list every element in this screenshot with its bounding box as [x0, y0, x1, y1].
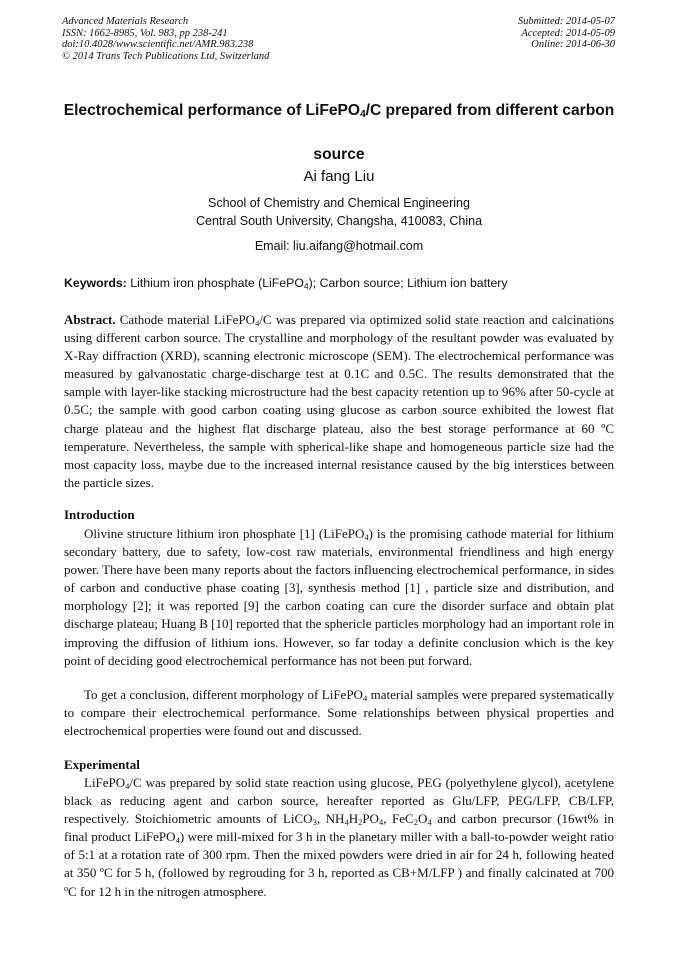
- exp-text-7: O: [417, 811, 428, 827]
- exp-sub-6: 2: [413, 817, 418, 828]
- keywords-text-2: ); Carbon source; Lithium ion battery: [308, 276, 508, 290]
- exp-sub-4: 2: [358, 817, 363, 828]
- dates-header: [518, 16, 615, 51]
- keywords-subscript: 4: [303, 281, 309, 291]
- paper-title: [40, 89, 638, 177]
- exp-text-6: , FeC: [383, 811, 414, 827]
- issn: ISSN: 1662-8985, Vol. 983, pp 238-241: [62, 27, 228, 39]
- exp-text-3: , NH: [316, 811, 345, 827]
- abstract: [64, 311, 614, 492]
- abstract-text-1: Cathode material LiFePO: [115, 312, 256, 327]
- exp-text-8: and carbon precursor (16wt% in final product LiFePO: [64, 811, 615, 845]
- author-email[interactable]: Email: liu.aifang@hotmail.com: [254, 239, 424, 253]
- journal-name: Advanced Materials Research: [62, 16, 189, 27]
- title-text-2: /C prepared from different carbon source: [313, 102, 615, 163]
- abstract-subscript: 4: [255, 318, 260, 328]
- online-date: Online: 2014-06-30: [531, 39, 615, 51]
- exp-sub-8: 4: [175, 835, 180, 846]
- abstract-text-2: /C was prepared via optimized solid state reaction and calcinations using different carbon source. The crystalline and morphology of the resultant powder was evaluated by X-Ray diffraction (XRD), scanning electronic microscope (SEM). The electrochemical performance was measured by galvanostatic charge-discharge test at 0.1C and 0.5C. The results demonstrated that the sample with layer-like stacking microstructure had the best capacity retention up to 96% after 50-cycle at 0.5C; the sample with good carbon coating using glucose as carbon source exhibited the lowest flat charge plateau and the highest flat discharge plateau, also the best storage performance at 60 ºC temperature. Nevertheless, the sample with spherical-like shape and homogeneous particle size had the most capacity loss, maybe due to the increased internal resistance caused by the big interstices between the particle sizes.: [64, 312, 614, 490]
- exp-sub-2: 3: [312, 817, 317, 828]
- intro-p1-text-b: ) is the promising cathode material for lithium secondary battery, due to safety, low-cost raw materials, environmental friendliness and high energy power. There have been many reports about the factors influencing electrochemical performance, in sides of carbon and conductive phase coating [3], synthesis method [1] , particle size and distribution, and morphology [2]; it was reported [9] the carbon coating can cure the disorder surface and obtain plat discharge plateau; Huang B [10] reported that the sphericle particles morphology had an important role in improving the diffusion of lithium ions. However, so far today a definite conclusion which is the key point of deciding good electrochemical performance has not been put forward.: [64, 526, 614, 668]
- intro-p2-text-a: To get a conclusion, different morphology of LiFePO: [84, 687, 363, 702]
- author-name: Ai fang Liu: [303, 168, 375, 185]
- experimental-paragraph: [64, 774, 614, 901]
- exp-sub-7: 4: [427, 817, 432, 828]
- introduction-paragraph-1: [64, 525, 614, 670]
- doi[interactable]: doi:10.4028/www.scientific.net/AMR.983.238: [62, 39, 254, 51]
- exp-text-9: ) were mill-mixed for 3 h in the planetary miller with a ball-to-powder weight ratio of 5:1 at a rotation rate of 300 rpm. Then the mixed powders were dried in air for 24 h, following heated at 350 ºC for 5 h, (followed by regrouding for 3 h, reported as CB+M/LFP ) and finally calcinated at 700 ºC for 12 h in the nitrogen atmosphere.: [64, 829, 614, 899]
- introduction-paragraph-2: [64, 686, 614, 740]
- submitted-date: Submitted: 2014-05-07: [517, 16, 615, 27]
- intro-p1-text-a: Olivine structure lithium iron phosphate [1] (LiFePO: [84, 526, 365, 541]
- exp-text-2: /C was prepared by solid state reaction using glucose, PEG (polyethylene glycol), acetylene black as reducing agent and carbon source, hereafter reported as Glu/LFP, PEG/LFP, CB/LFP, respectively. Stoichiometric amounts of LiCO: [64, 775, 614, 827]
- keywords-label: Keywords:: [64, 276, 127, 290]
- affiliation-line-2: Central South University, Changsha, 410083, China: [195, 214, 483, 228]
- exp-text-1: LiFePO: [84, 775, 126, 790]
- experimental-heading: Experimental: [64, 757, 140, 772]
- title-subscript: 4: [360, 109, 366, 120]
- intro-p2-subscript: 4: [362, 693, 368, 703]
- journal-header: [62, 16, 269, 62]
- exp-text-4: H: [348, 811, 359, 827]
- accepted-date: Accepted: 2014-05-09: [521, 27, 615, 39]
- title-text-1: Electrochemical performance of LiFePO: [63, 102, 361, 119]
- keywords-text-1: Lithium iron phosphate (LiFePO: [126, 276, 304, 290]
- intro-p1-subscript: 4: [364, 532, 369, 542]
- exp-text-5: PO: [362, 811, 379, 827]
- affiliation-line-1: School of Chemistry and Chemical Engineering: [208, 196, 470, 210]
- introduction-heading: Introduction: [64, 507, 135, 522]
- copyright: © 2014 Trans Tech Publications Ltd, Switzerland: [62, 50, 270, 62]
- exp-sub-3: 4: [344, 817, 349, 828]
- keywords: [64, 276, 619, 290]
- intro-p2-text-b: material samples were prepared systematically to compare their electrochemical performance. Some relationships between physical properties and electrochemical properties were found out and discussed.: [64, 687, 614, 739]
- exp-sub-1: 4: [125, 781, 130, 791]
- abstract-label: Abstract.: [64, 312, 116, 327]
- exp-sub-5: 4: [378, 817, 384, 828]
